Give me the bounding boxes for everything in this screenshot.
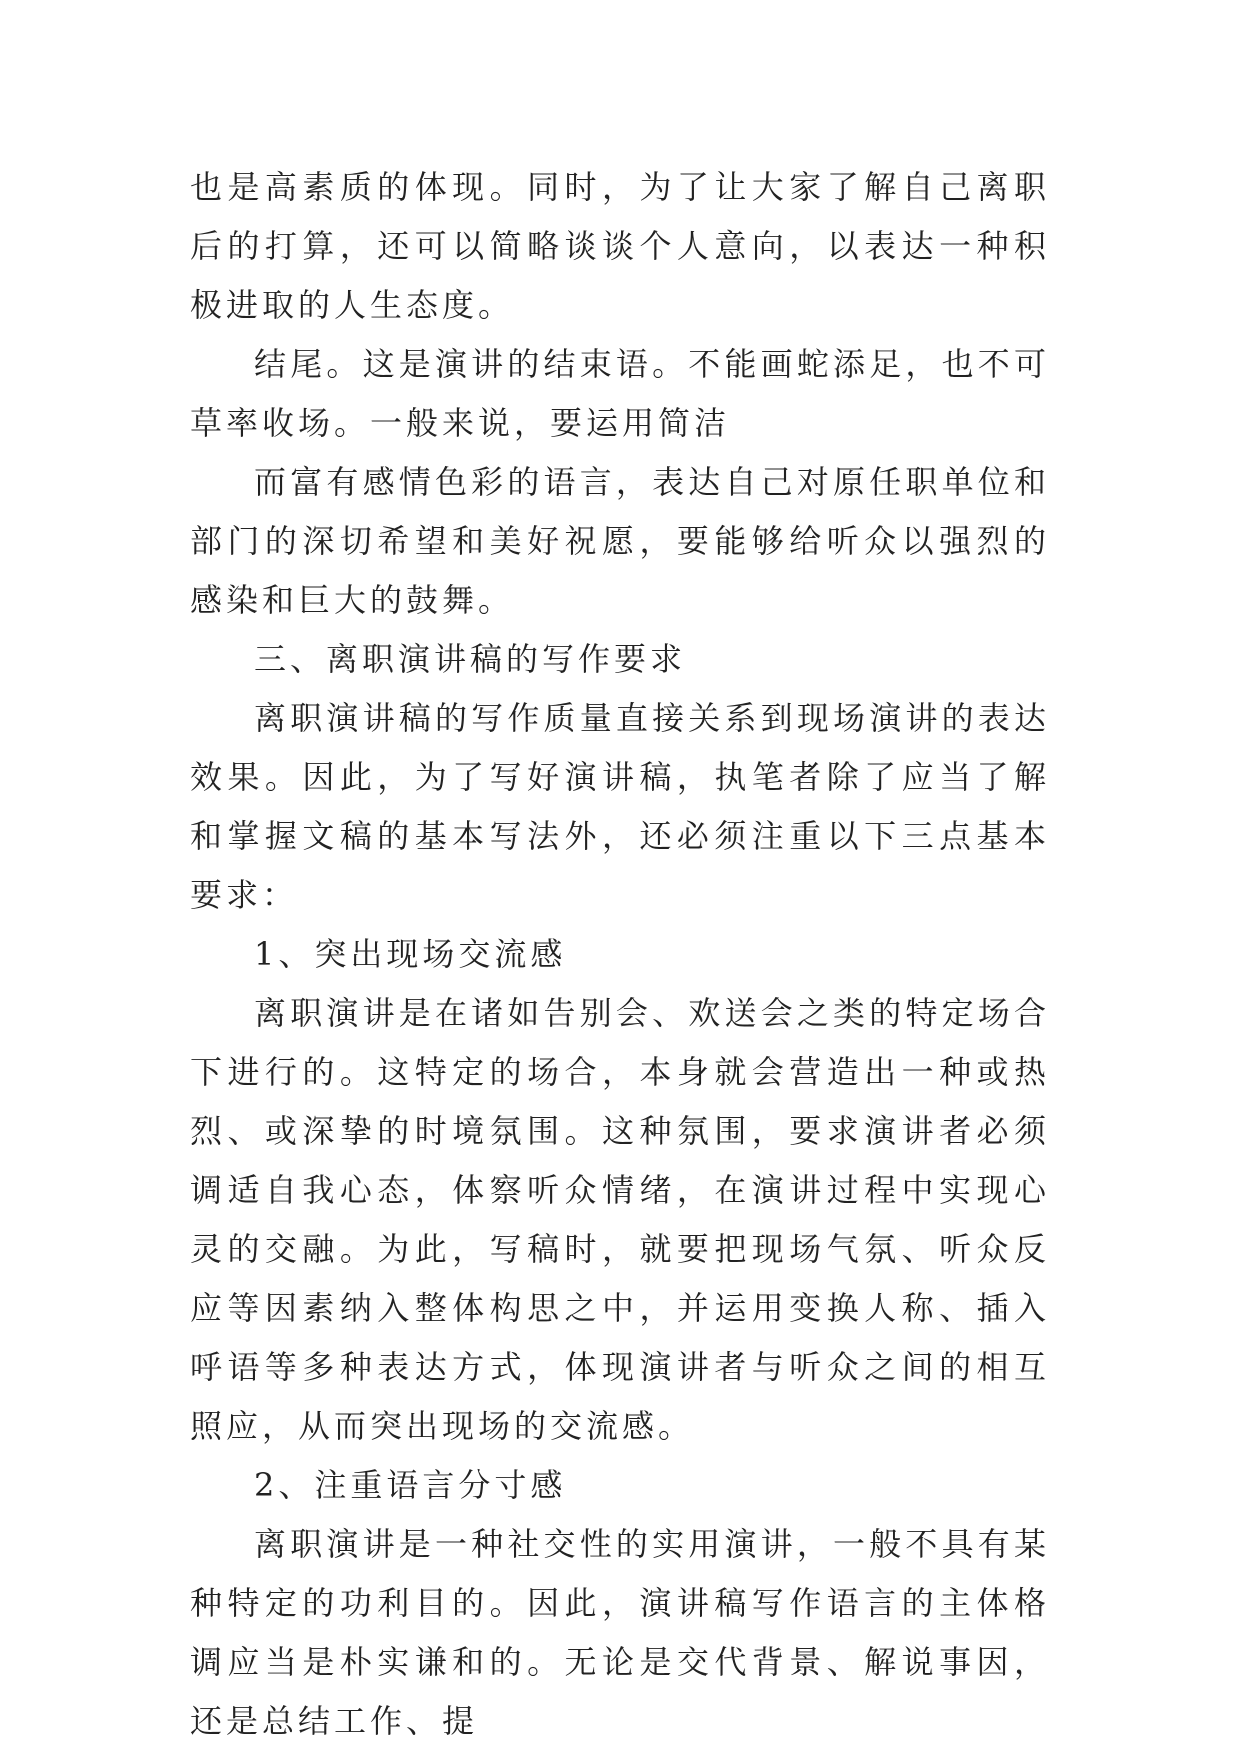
paragraph-requirements-intro: 离职演讲稿的写作质量直接关系到现场演讲的表达效果。因此，为了写好演讲稿，执笔者除了应当了解和掌握文稿的基本写法外，还必须注重以下三点基本要求： xyxy=(190,699,1050,914)
paragraph-language: 离职演讲是一种社交性的实用演讲，一般不具有某种特定的功利目的。因此，演讲稿写作语言的主体格调应当是朴实谦和的。无论是交代背景、解说事因，还是总结工作、提 xyxy=(190,1525,1050,1740)
paragraph-continuation: 也是高素质的体现。同时，为了让大家了解自己离职后的打算，还可以简略谈谈个人意向，以表达一种积极进取的人生态度。 xyxy=(190,168,1050,324)
paragraph-interaction: 离职演讲是在诸如告别会、欢送会之类的特定场合下进行的。这特定的场合，本身就会营造出一种或热烈、或深挚的时境氛围。这种氛围，要求演讲者必须调适自我心态，体察听众情绪，在演讲过程中实现心灵的交融。为此，写稿时，就要把现场气氛、听众反应等因素纳入整体构思之中，并运用变换人称、插入呼语等多种表达方式，体现演讲者与听众之间的相互照应，从而突出现场的交流感。 xyxy=(190,994,1050,1445)
subheading-language: 2、注重语言分寸感 xyxy=(254,1466,567,1504)
paragraph-ending-continued: 而富有感情色彩的语言，表达自己对原任职单位和部门的深切希望和美好祝愿，要能够给听众以强烈的感染和巨大的鼓舞。 xyxy=(190,463,1050,619)
subheading-interaction: 1、突出现场交流感 xyxy=(254,935,567,973)
document-body xyxy=(190,158,1050,1751)
section-heading-requirements: 三、离职演讲稿的写作要求 xyxy=(254,640,687,678)
paragraph-ending: 结尾。这是演讲的结束语。不能画蛇添足，也不可草率收场。一般来说，要运用简洁 xyxy=(190,345,1050,442)
